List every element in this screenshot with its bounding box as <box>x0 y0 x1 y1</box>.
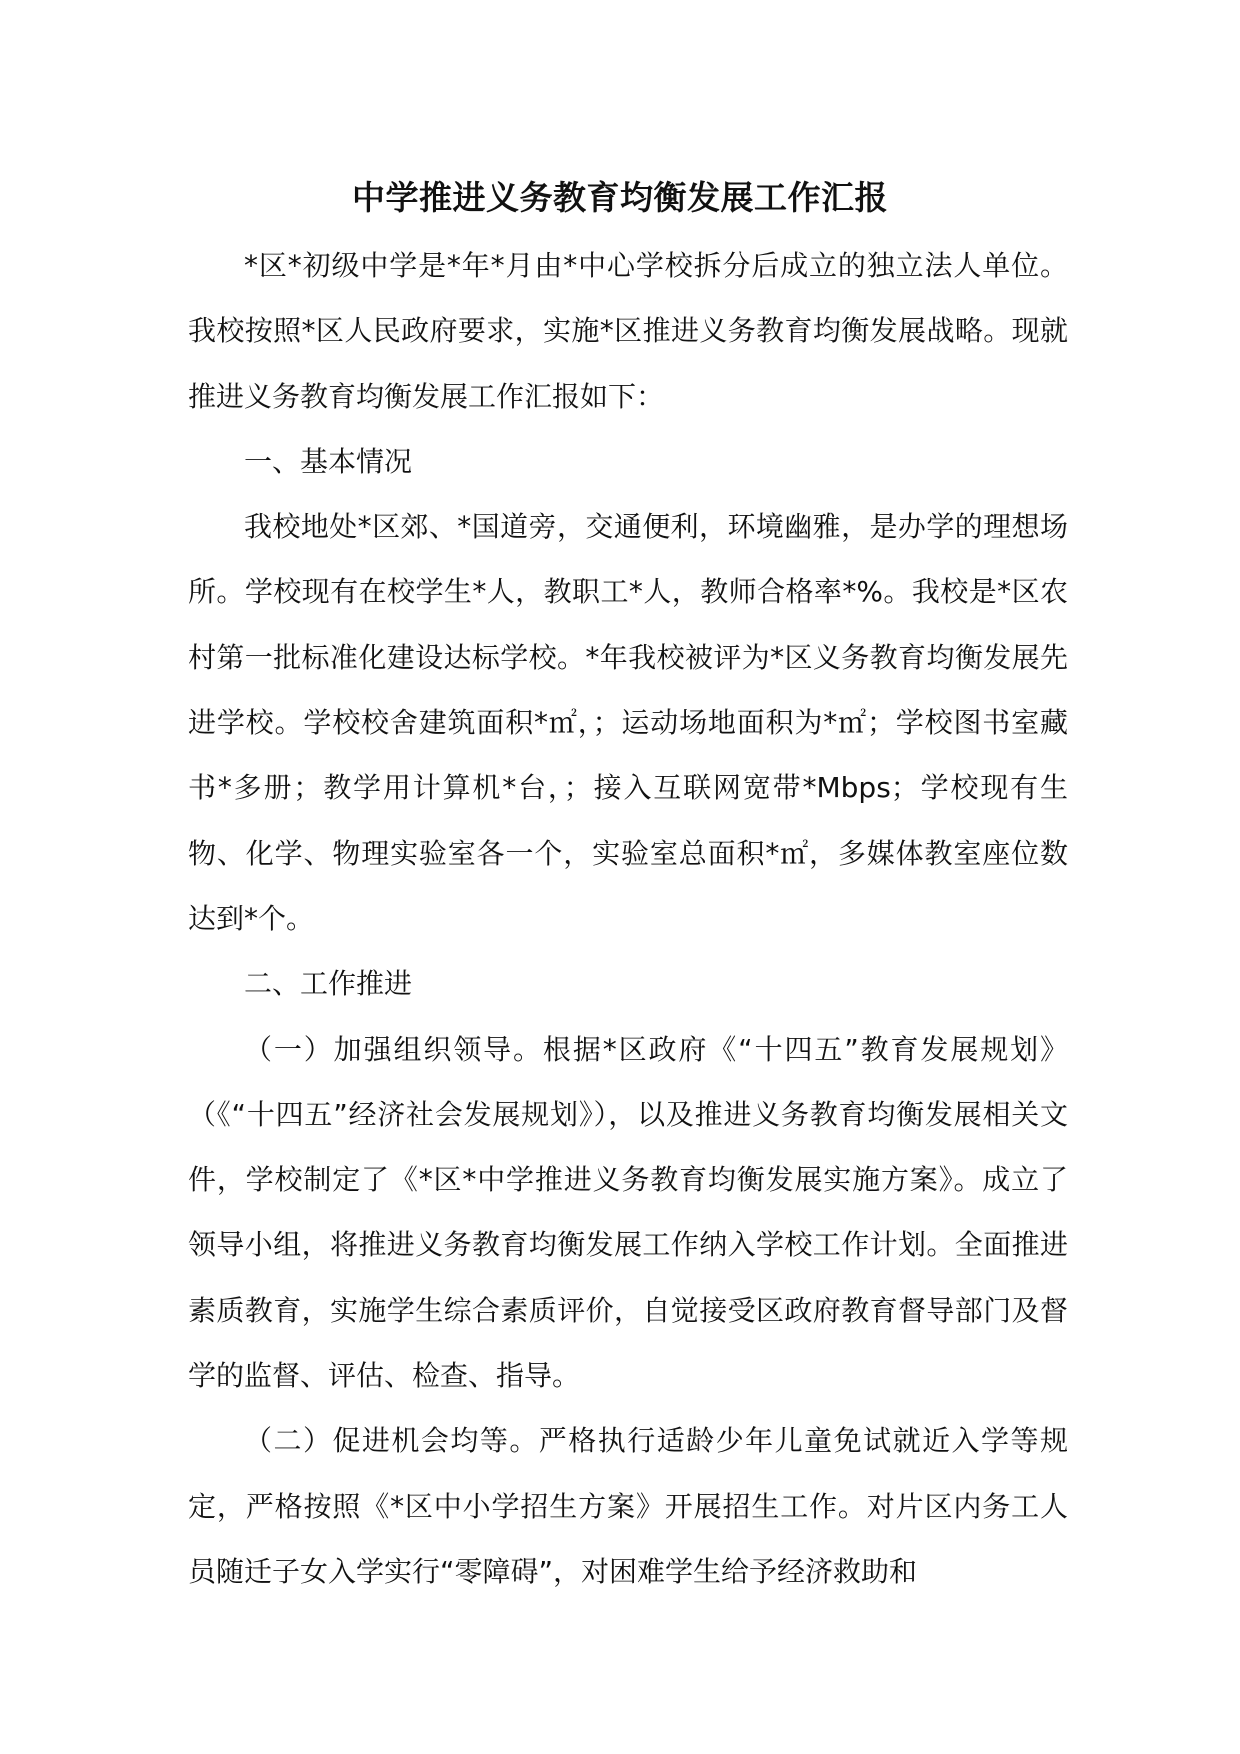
paragraph-basic-info: 我校地处*区郊、*国道旁，交通便利，环境幽雅，是办学的理想场所。学校现有在校学生*人，教职工*人，教师合格率*%。我校是*区农村第一批标准化建设达标学校。*年我校被评为*区义务教育均衡发展先进学校。学校校舍建筑面积*㎡，；运动场地面积为*㎡；学校图书室藏书*多册；教学用计算机*台，；接入互联网宽带*Mbps；学校现有生物、化学、物理实验室各一个，实验室总面积*㎡，多媒体教室座位数达到*个。 <box>188 510 1068 935</box>
paragraph-organization: （一）加强组织领导。根据*区政府《“十四五”教育发展规划》（《“十四五”经济社会发展规划》），以及推进义务教育均衡发展相关文件，学校制定了《*区*中学推进义务教育均衡发展实施方案》。成立了领导小组，将推进义务教育均衡发展工作纳入学校工作计划。全面推进素质教育，实施学生综合素质评价，自觉接受区政府教育督导部门及督学的监督、评估、检查、指导。 <box>188 1032 1068 1393</box>
section-heading-basic: 一、基本情况 <box>244 444 413 478</box>
paragraph-equal-opportunity: （二）促进机会均等。严格执行适龄少年儿童免试就近入学等规定，严格按照《*区中小学招生方案》开展招生工作。对片区内务工人员随迁子女入学实行“零障碍”，对困难学生给予经济救助和 <box>188 1424 1068 1588</box>
document-body <box>188 233 1068 1604</box>
document-title: 中学推进义务教育均衡发展工作汇报 <box>352 178 888 217</box>
section-heading-work: 二、工作推进 <box>244 967 413 1001</box>
paragraph-intro: *区*初级中学是*年*月由*中心学校拆分后成立的独立法人单位。我校按照*区人民政府要求，实施*区推进义务教育均衡发展战略。现就推进义务教育均衡发展工作汇报如下： <box>188 249 1068 413</box>
